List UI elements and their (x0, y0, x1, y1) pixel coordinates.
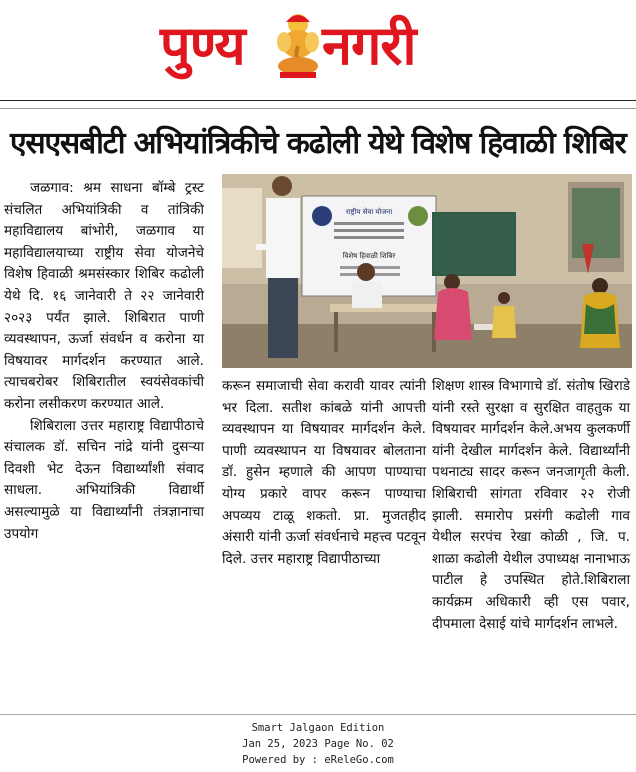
edition-label: Smart Jalgaon Edition (251, 722, 385, 734)
article-paragraph: जळगाव: श्रम साधना बॉम्बे ट्रस्ट संचलित अभियांत्रिकी व तांत्रिकी महाविद्यालय बांभोरी, जळगाव या महाविद्यालयाच्या राष्ट्रीय सेवा योजनेचे विशेष हिवाळी श्रमसंस्कार शिबिर कढोली येथे दि. १६ जानेवारी ते २२ जानेवारी २०२३ पर्यंत झाले. शिबिरात पाणी व्यवस्थापन, ऊर्जा संवर्धन व करोना या विषयावर मार्गदर्शन करण्यात आले. त्याचबरोबर शिबिरातील स्वयंसेवकांची करोना लसीकरण करण्यात आले. (4, 180, 204, 412)
date-page-label: Jan 25, 2023 Page No. 02 (242, 738, 394, 750)
masthead-title-left: पुण्य (160, 14, 245, 77)
masthead-divider-thin (0, 108, 636, 109)
article-paragraph: शिक्षण शास्त्र विभागाचे डॉ. संतोष खिराडे यांनी रस्ते सुरक्षा व सुरक्षित वाहतुक या विषयावर मार्गदर्शन केले.अभय कुलकर्णी यांनी देखील मार्गदर्शन केले. विद्यार्थ्यांनी पथनाट्य सादर करून जनजागृती केली. शिबिराची सांगता रविवार २२ रोजी झाली. समारोप प्रसंगी कढोली गाव येथील सरपंच रेखा कोळी , जि. प. शाळा कढोली येथील उपाध्यक्ष नानाभाऊ पाटील हे उपस्थित होते.शिबिराला कार्यक्रम अधिकारी व्ही एस पवार, दीपमाला देसाई यांचे मार्गदर्शन लाभले. (432, 378, 630, 632)
article-paragraph: शिबिराला उत्तर महाराष्ट्र विद्यापीठाचे संचालक डॉ. सचिन नांद्रे यांनी दुसऱ्या दिवशी भेट देऊन विद्यार्थ्यांशी संवाद साधला. अभियांत्रिकी विद्यार्थी असल्यामुळे या विद्यार्थ्यांनी तंत्रज्ञानाचा उपयोग (4, 417, 204, 542)
banner-line-2: विशेष हिवाळी शिबिर (342, 252, 396, 260)
footer-divider (0, 714, 636, 715)
powered-by-label: Powered by : eReleGo.com (242, 754, 394, 766)
banner-line-1: राष्ट्रीय सेवा योजना (345, 208, 393, 216)
article-headline: एसएसबीटी अभियांत्रिकीचे कढोली येथे विशेष हिवाळी शिबिर (10, 126, 626, 161)
article-column-1 (4, 178, 204, 545)
masthead-divider (0, 100, 636, 101)
article-photo (222, 174, 632, 368)
article-column-2 (222, 376, 426, 570)
masthead (0, 0, 636, 96)
article-column-3 (432, 376, 630, 635)
article-paragraph: करून समाजाची सेवा करावी यावर त्यांनी भर दिला. सतीश कांबळे यांनी आपत्ती व्यवस्थापन या विषयावर मार्गदर्शन केले. पाणी व्यवस्थापन या विषयावर बोलताना डॉ. हुसेन म्हणाले की आपण पाण्याचा योग्य प्रकारे वापर करून पाण्याचा अपव्यय टाळू शकतो. प्रा. मुजतहीद अंसारी यांनी ऊर्जा संवर्धनाचे महत्त्व पटवून दिले. उत्तर महाराष्ट्र विद्यापीठाच्या (222, 378, 426, 567)
masthead-title-right: नगरी (322, 14, 416, 77)
page-footer (0, 720, 636, 768)
ganesha-logo-icon (270, 10, 326, 80)
